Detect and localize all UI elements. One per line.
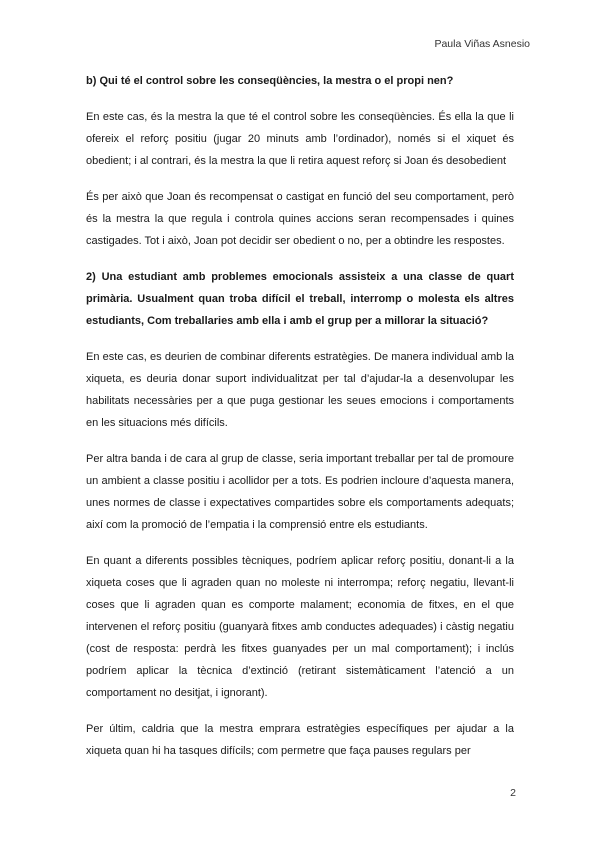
question-b: b) Qui té el control sobre les conseqüències, la mestra o el propi nen? bbox=[86, 75, 454, 87]
answer-paragraph: En este cas, és la mestra la que té el control sobre les conseqüències. És ella la que li ofereix el reforç positiu (jugar 20 minuts amb l’ordinador), només si el xiquet és obedient; i al contrari, és la mestra la que li retira aquest reforç si Joan és desobedient bbox=[86, 111, 514, 167]
document-body bbox=[86, 70, 514, 776]
header-author: Paula Viñas Asnesio bbox=[434, 38, 530, 50]
answer-paragraph: Per altra banda i de cara al grup de classe, seria important treballar per tal de promoure un ambient a classe positiu i acollidor per a tots. Es podrien incloure d’aquesta manera, unes normes de classe i expectatives compartides sobre els comportaments adequats; així com la promoció de l’empatia i la comprensió entre els estudiants. bbox=[86, 453, 514, 531]
answer-paragraph: En quant a diferents possibles tècniques, podríem aplicar reforç positiu, donant-li a la xiqueta coses que li agraden quan no moleste ni interrompa; reforç negatiu, llevant-li coses que li agraden quan es comporte malament; economia de fitxes, en el que intervenen el reforç positiu (guanyarà fitxes amb conductes adequades) i càstig negatiu (cost de resposta: perdrà les fitxes guanyades per un mal comportament); i inclús podríem aplicar la tècnica d’extinció (retirant sistemàticament l’atenció a un comportament no desitjat, i ignorant). bbox=[86, 555, 514, 699]
answer-paragraph: Per últim, caldria que la mestra emprara estratègies específiques per ajudar a la xiqueta quan hi ha tasques difícils; com permetre que faça pauses regulars per bbox=[86, 723, 514, 757]
page-number: 2 bbox=[510, 787, 516, 799]
answer-paragraph: En este cas, es deurien de combinar diferents estratègies. De manera individual amb la xiqueta, es deuria donar suport individualitzat per tal d’ajudar-la a desenvolupar les habilitats necessàries per a que puga gestionar les seues emocions i comportaments en les situacions més difícils. bbox=[86, 351, 514, 429]
question-2: 2) Una estudiant amb problemes emocionals assisteix a una classe de quart primària. Usualment quan troba difícil el treball, interromp o molesta els altres estudiants, Com treballaries amb ella i amb el grup per a millorar la situació? bbox=[86, 271, 514, 327]
answer-paragraph: És per això que Joan és recompensat o castigat en funció del seu comportament, però és la mestra la que regula i controla quines accions seran recompensades i quines castigades. Tot i això, Joan pot decidir ser obedient o no, per a obtindre les respostes. bbox=[86, 191, 514, 247]
